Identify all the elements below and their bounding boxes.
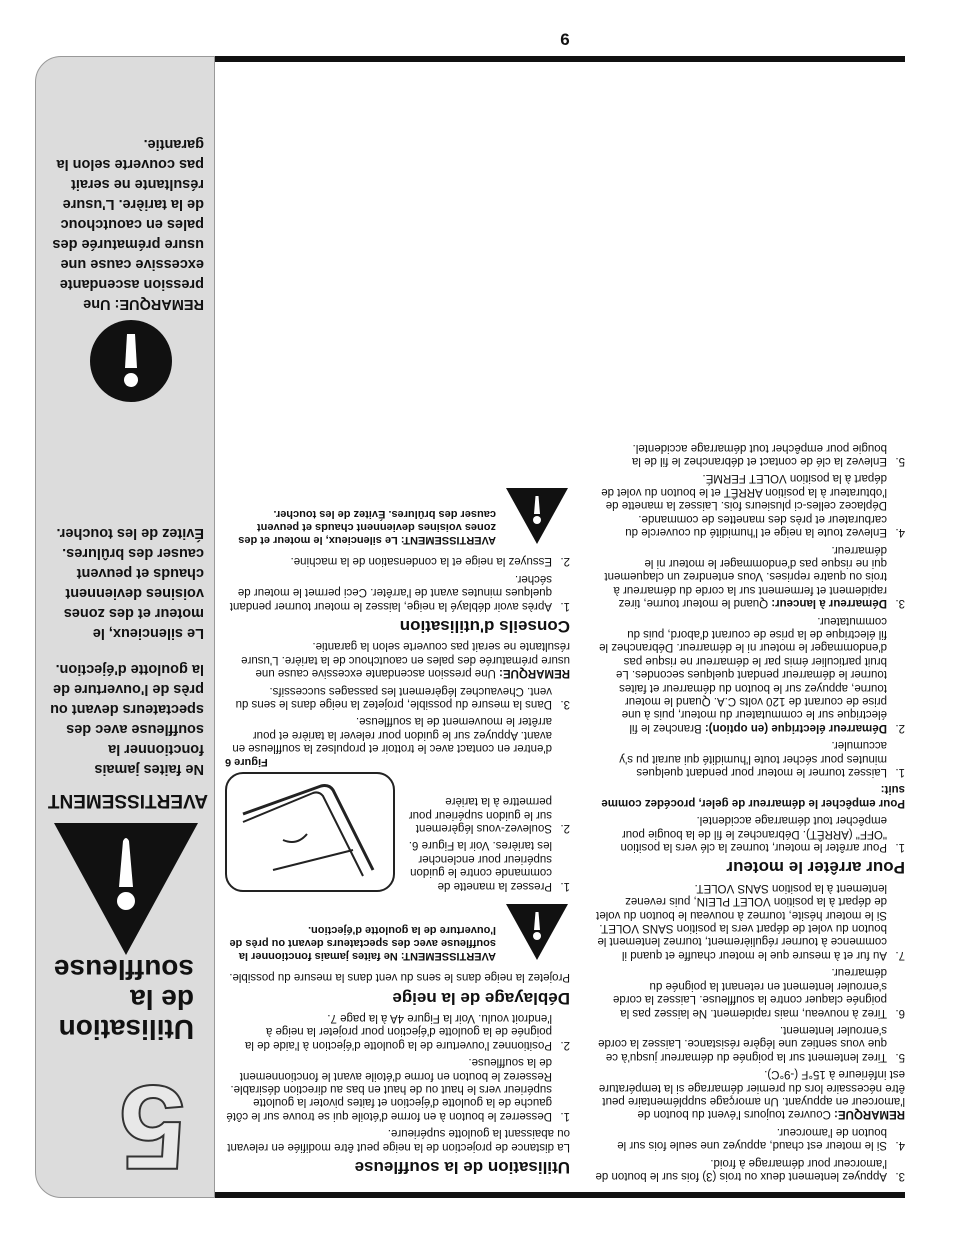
- warning-callout: [225, 486, 570, 546]
- stop-engine-heading: Pour arrêter le moteur: [726, 858, 905, 878]
- list-item: 2. Positionnez l'ouverture de la goulotte d'éjection à l'aide de la poignée de la goulotte d'éjection pour projeter la neige à l'endroit voulu. Voir la Figure 4A à la page 7.: [244, 1011, 570, 1051]
- list-item: 4. Si le moteur est chaud, appuyez une seule fois sur le bouton de l'amorceur.: [617, 1125, 905, 1152]
- warning-triangle-icon: [504, 486, 570, 546]
- warning-callout: [225, 902, 570, 962]
- figure-steps: [403, 754, 570, 891]
- figure-6: [225, 754, 395, 891]
- list-item: 5. Tirez lentement sur la poignée du démarreur jusqu'à ce que vous sentiez une légère résistance. Laissez la corde s'enrouler lentement.: [598, 1023, 905, 1063]
- figure-caption: Figure 6: [225, 755, 268, 768]
- note-paragraph: REMARQUE: Une pression ascendante excessive cause une usure prématurée des pales en caoutchouc de la tarière. L'usure résultante ne serait pas couverte selon la garantie.: [241, 640, 570, 680]
- warning-callout-text: AVERTISSEMENT: Ne faites jamais fonctionner la souffleuse avec des spectateurs devant ou près de l'ouverture de la goulotte d'éjection.: [229, 923, 496, 962]
- chapter-title: Utilisation de la souffleuse: [53, 954, 194, 1045]
- warning-triangle-icon: [50, 819, 202, 959]
- list-item: 1. Desserrez le bouton à en forme d'étoile qui se trouve sur le côté gauche de la goulotte d'éjection et faites pivoter la goulotte supérieur vers le haut ou de haut en bas au direction désirable. Resserez le bouton en forme d'étoile avant le fonctionnement de la souffleuse.: [226, 1056, 570, 1122]
- list-item: 2. Démarreur électrique (en option): Branchez le fil électrique sur le commutateur du moteur, puis à une prise de courant de 120 volts C.A. Quand le moteur tourne, appuyez sur le bouton du démarreur et faites tourner le démarreur pendant quelques secondes. Le bruit particulier émis par le démarreur ne risque pas d'endommager le moteur ni le démarreur. Débranchez le fil électrique de la prise de courant d'abord, puis du commutateur.: [599, 614, 905, 734]
- use-intro: La distance de projection de la neige peut être modifiée en relevant ou abaissant la goulotte supérieure.: [227, 1127, 570, 1153]
- list-item: 2. Essuyez la neige et la condensation de la machine.: [290, 555, 570, 568]
- clearing-intro: Projetez la neige dans le sens du vent dans la mesure du possible.: [229, 971, 570, 984]
- list-item: 4. Enlevez toute la neige et l'humidité du couvercle du carburateur et près des manettes de commande. Déplacez celles-ci plusieurs fois. Laissez la manette de l'obturateur à la position ARRÊT et le bouton du volet de départ à la position VOLET FERMÉ.: [601, 472, 905, 539]
- bottom-rule: [215, 1192, 905, 1198]
- note-text: REMARQUE: Une pression ascendante excessive cause une usure prématurée des pales en caoutchouc de la tarière. L'usure résultante ne serait pas couverte selon la garantie.: [52, 136, 204, 312]
- list-item: 3. Démarreur à lanceur: Quand le moteur tourne, tirez rapidement et fermement sur la corde du démarreur à trois ou quatre reprises. Vous entendrez un claquement qui ne risque pas d'endommager le moteur ni le démarreur.: [604, 543, 905, 610]
- figure-6-image: [225, 772, 395, 892]
- warning-text-1: Ne faites jamais fonctionner la souffleuse avec des spectateurs devant ou près de l'ouverture de la goulotte d'éjection.: [50, 661, 204, 777]
- list-item: 3. Appuyez lentement deux ou trois (3) fois sur le bouton de l'amorceur pour démarrage à froid.: [595, 1156, 905, 1182]
- tips-heading: Conseils d'utilisation: [399, 617, 570, 637]
- list-item: 7. Au fur et à mesure que le moteur chauffe et quand il commence à tourner régulièrement, tournez lentement le bouton du volet de départ vers la position SANS VOLET. Si le moteur hésite, tournez à nouveau le bouton du volet de départ à la position VOLET PLEIN, puis revenez lentement à la position SANS VOLET.: [596, 881, 905, 961]
- list-item: 1. Après avoir déblayé la neige, laissez le moteur tourner pendant quelques minutes avant de l'arrêter. Ceci permet le moteur de sécher.: [229, 572, 570, 612]
- warning-triangle-icon: [504, 902, 570, 962]
- use-heading: Utilisation de la souffleuse: [354, 1158, 570, 1177]
- top-rule: [215, 56, 905, 62]
- warning-callout-text: AVERTISSEMENT: Le silencieux, le moteur et des zones voisines deviennent chauds et peuvent causer des brûlures. Évitez de les toucher.: [238, 508, 496, 547]
- list-item: 1. Pressez la manette de commande contre le guidon supérieur pour enclencher les tarières. Voir la Figure 6.: [408, 839, 570, 892]
- page-number: 6: [560, 30, 570, 49]
- list-item: 2. Soulevez-vous légèrement sur le guidon supérieur pour permettre à la tarière: [408, 795, 570, 835]
- info-icon: [88, 318, 174, 404]
- column-engine: [595, 162, 905, 1182]
- list-item: 5. Enlevez la clé de contact et débranchez le fil de la bougie pour empêcher tout démarrage accidentel.: [631, 441, 905, 468]
- warning-heading: AVERTISSEMENT: [47, 790, 208, 811]
- sidebar-rotated: [36, 57, 216, 1199]
- note-paragraph: REMARQUE: Couvrez toujours l'évent du bouton de l'amorceur en appuyant. Un amorçage supplémentaire peut être nécessaire lors du premier démarrage si la température est inférieure à 15°F (-9°C).: [598, 1068, 905, 1121]
- chapter-number: 5: [119, 1060, 186, 1194]
- list-item: 1. Pour arrêter le moteur, tournez la clé vers la position "OFF" (ARRÊT). Débranchez le fil de la bougie pour empêcher tout démarrage accidentel.: [620, 814, 905, 854]
- list-item: 3. Dans la mesure du possible, projetez la neige dans le sens du vent. Chevauchez légèrement les passages successifs.: [235, 684, 570, 711]
- freeze-title: Pour empêcher le démarreur de geler, procédez comme suit:: [601, 783, 905, 809]
- clearing-heading: Déblayage de la neige: [392, 988, 570, 1008]
- list-item: 6. Tirez à nouveau, mais rapidement. Ne laissez pas la poignée claquer contre la souffleuse. Laissez la corde s'enrouler lentement en retenant la poignée du démarreur.: [612, 966, 905, 1019]
- list-item: 1. Laissez tourner le moteur pour pendant quelques minutes pour sécher toute l'humidité qui aurait pu s'y accumuler.: [619, 739, 905, 779]
- figure-row: [225, 754, 570, 891]
- figure-continuation: d'entrer en contact avec le trottoir et propulsez la souffleuse en avant. Appuyez sur le guidon pour relever la tarière et pour arrêter le mouvement de la souffleuse.: [232, 715, 552, 755]
- warning-text-2: Le silencieux, le moteur et des zones voisines deviennent chauds et peuvent causer des brûlures. Évitez de les toucher.: [56, 525, 204, 641]
- chapter-sidebar: [35, 56, 215, 1198]
- warning-body: [48, 507, 204, 779]
- column-operation: [225, 150, 570, 1180]
